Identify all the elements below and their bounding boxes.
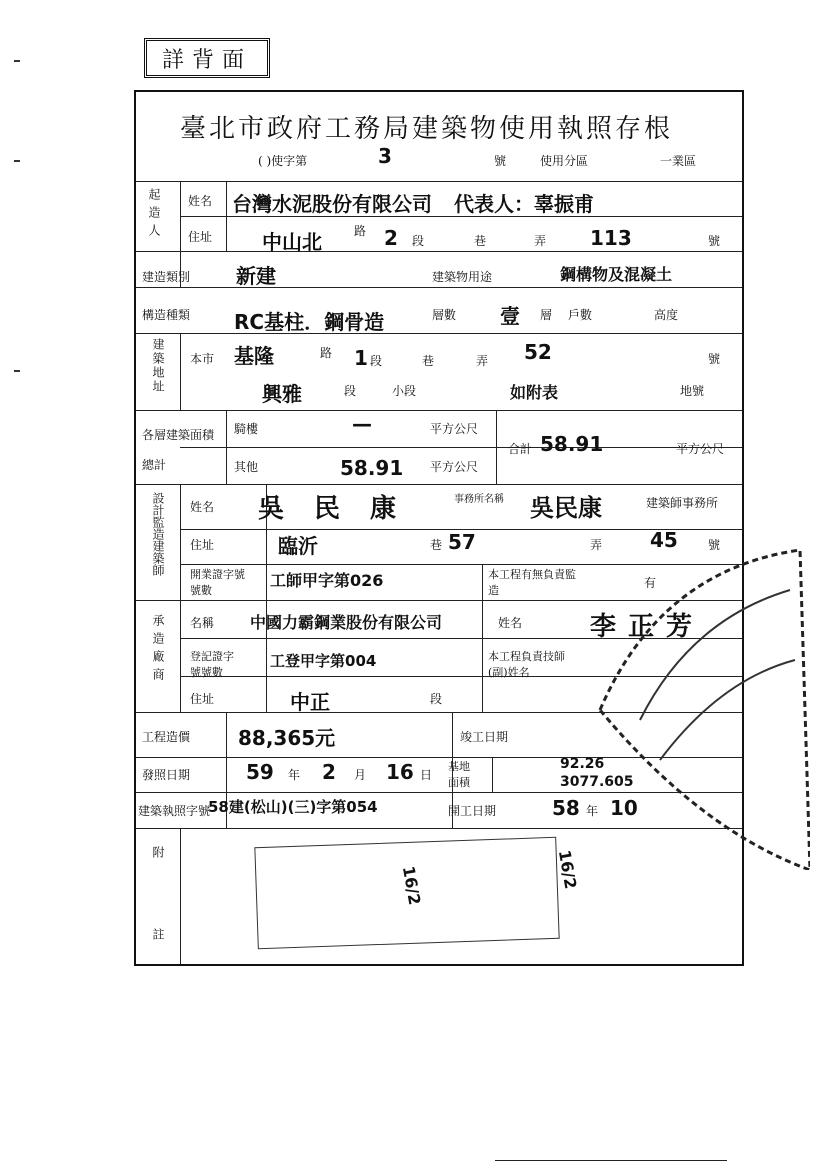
- official-seal: [580, 530, 810, 870]
- note-sig-2: 16/2: [554, 848, 581, 891]
- permit-hao: 號: [494, 154, 507, 168]
- margin-mark: [14, 370, 20, 372]
- lane-label: 巷: [474, 234, 487, 248]
- households-label: 戶數: [568, 308, 593, 322]
- hao-label: 號: [708, 234, 721, 248]
- build-type-value: 新建: [236, 264, 276, 288]
- builder-road: 中山北: [262, 230, 322, 254]
- structure-label: 構造種類: [142, 308, 191, 322]
- other-value: 58.91: [340, 456, 404, 480]
- use-zone-value: 一業區: [660, 154, 697, 168]
- contractor-label: 承造廠商: [151, 614, 165, 686]
- margin-mark: [14, 60, 20, 62]
- use-purpose-label: 建築物用途: [432, 270, 493, 284]
- cost-value: 88,365元: [238, 726, 336, 750]
- builder-rep: 代表人：辜振甫: [454, 192, 594, 216]
- margin-mark: [14, 160, 20, 162]
- site-lane-label: 巷: [422, 354, 435, 368]
- permit-no-label: 建築執照字號: [138, 804, 211, 818]
- contractor-duan-label: 段: [430, 692, 443, 706]
- issue-day-label: 日: [420, 768, 433, 782]
- contractor-person: 李正芳: [590, 612, 705, 642]
- base-area-label: 基地面積: [448, 760, 470, 789]
- permit-prefix: ( )使字第: [258, 154, 308, 168]
- contractor-addr-label: 住址: [190, 692, 215, 706]
- section-label: 段: [412, 234, 425, 248]
- address-label: 住址: [188, 230, 213, 244]
- structure-value: RC基柱．鋼骨造: [234, 310, 385, 334]
- office-name-value: 吳民康: [530, 494, 602, 522]
- other-unit: 平方公尺: [430, 460, 479, 474]
- office-name-label: 事務所名稱: [454, 494, 504, 505]
- cost-label: 工程造價: [142, 730, 191, 744]
- engineer-resp-label: 本工程有無負責監造: [488, 568, 576, 597]
- builder-sec: 2: [384, 226, 398, 250]
- contractor-person-label: 姓名: [498, 616, 523, 630]
- form-title: 臺北市政府工務局建築物使用執照存根: [180, 114, 674, 144]
- builder-no: 113: [590, 226, 632, 250]
- arch-cert: 工師甲字第026: [270, 571, 384, 590]
- road-label: 路: [354, 224, 367, 238]
- arcade-value: —: [352, 412, 372, 436]
- duan-label: 段: [344, 384, 357, 398]
- site-alley-label: 弄: [476, 354, 489, 368]
- start-label: 開工日期: [448, 804, 497, 818]
- issue-month: 2: [322, 760, 336, 784]
- area-row-label: 各層建築面積: [142, 428, 215, 442]
- arch-hao-label: 號: [708, 538, 721, 552]
- builder-name: 台灣水泥股份有限公司: [232, 192, 432, 216]
- arch-lane-label: 巷: [430, 538, 443, 552]
- note-sig-1: 16/2: [398, 864, 425, 907]
- this-city-label: 本市: [190, 352, 215, 366]
- site-label: 建築地址: [151, 338, 165, 394]
- site-duan: 興雅: [262, 382, 302, 406]
- floors-value: 壹: [500, 304, 520, 328]
- designer-addr-label: 住址: [190, 538, 215, 552]
- office-label: 建築師事務所: [646, 496, 719, 510]
- height-label: 高度: [654, 308, 679, 322]
- small-section-label: 小段: [392, 384, 417, 398]
- alley-label: 弄: [534, 234, 547, 248]
- practice-cert-label: 開業證字號號數: [190, 568, 245, 597]
- total-unit: 平方公尺: [676, 442, 725, 456]
- contractor-road: 中正: [290, 690, 330, 714]
- issue-label: 發照日期: [142, 768, 191, 782]
- issue-month-label: 月: [354, 768, 367, 782]
- contractor-cert: 工登甲字第004: [270, 652, 377, 670]
- arch-road: 臨沂: [278, 534, 318, 558]
- tech-name-label: 本工程負責技師(副)姓名: [488, 650, 565, 679]
- site-no: 52: [524, 340, 552, 364]
- header-tag: 詳背面: [144, 38, 270, 78]
- bottom-rule: [495, 1160, 727, 1161]
- total-value: 58.91: [540, 432, 604, 456]
- arch-lane: 57: [448, 530, 476, 554]
- designer-name-label: 姓名: [190, 500, 215, 514]
- ceng-label: 層: [540, 308, 553, 322]
- builder-label: 起造人: [147, 188, 161, 242]
- architect-name: 吳民康: [258, 494, 427, 524]
- arcade-label: 騎樓: [234, 422, 259, 436]
- contractor-name: 中國力霸鋼業股份有限公司: [250, 613, 443, 632]
- name-label: 姓名: [188, 194, 213, 208]
- other-label: 其他: [234, 460, 259, 474]
- notes-label: 附註: [151, 846, 165, 1010]
- use-purpose-value: 鋼構物及混凝土: [560, 265, 673, 284]
- issue-day: 16: [386, 760, 414, 784]
- start-year-label: 年: [586, 804, 599, 818]
- start-year: 58: [552, 796, 580, 820]
- use-zone-label: 使用分區: [540, 154, 589, 168]
- floors-label: 層數: [432, 308, 457, 322]
- arch-alley-label: 弄: [590, 538, 603, 552]
- designer-label: 設計監造建築師: [151, 492, 165, 576]
- issue-year-label: 年: [288, 768, 301, 782]
- site-hao-label: 號: [708, 352, 721, 366]
- contractor-name-label: 名稱: [190, 616, 215, 630]
- permit-no-value: 58建(松山)(三)字第054: [208, 798, 378, 816]
- base-area-2: 3077.605: [560, 774, 634, 790]
- site-land: 如附表: [510, 383, 559, 402]
- base-area-1: 92.26: [560, 756, 605, 772]
- build-type-label: 建造類別: [142, 270, 191, 284]
- site-sec: 1: [354, 346, 368, 370]
- issue-year: 59: [246, 760, 274, 784]
- completion-label: 竣工日期: [460, 730, 509, 744]
- site-section-label: 段: [370, 354, 383, 368]
- arch-no: 45: [650, 528, 678, 552]
- arcade-unit: 平方公尺: [430, 422, 479, 436]
- land-no-label: 地號: [680, 384, 705, 398]
- site-road-label: 路: [320, 346, 333, 360]
- permit-number: 3: [378, 144, 392, 168]
- engineer-resp-value: 有: [644, 576, 657, 590]
- start-month: 10: [610, 796, 638, 820]
- site-road: 基隆: [234, 344, 274, 368]
- reg-cert-label: 登記證字號號數: [190, 650, 234, 679]
- total-label: 合計: [508, 442, 533, 456]
- area-total-label: 總計: [142, 458, 167, 472]
